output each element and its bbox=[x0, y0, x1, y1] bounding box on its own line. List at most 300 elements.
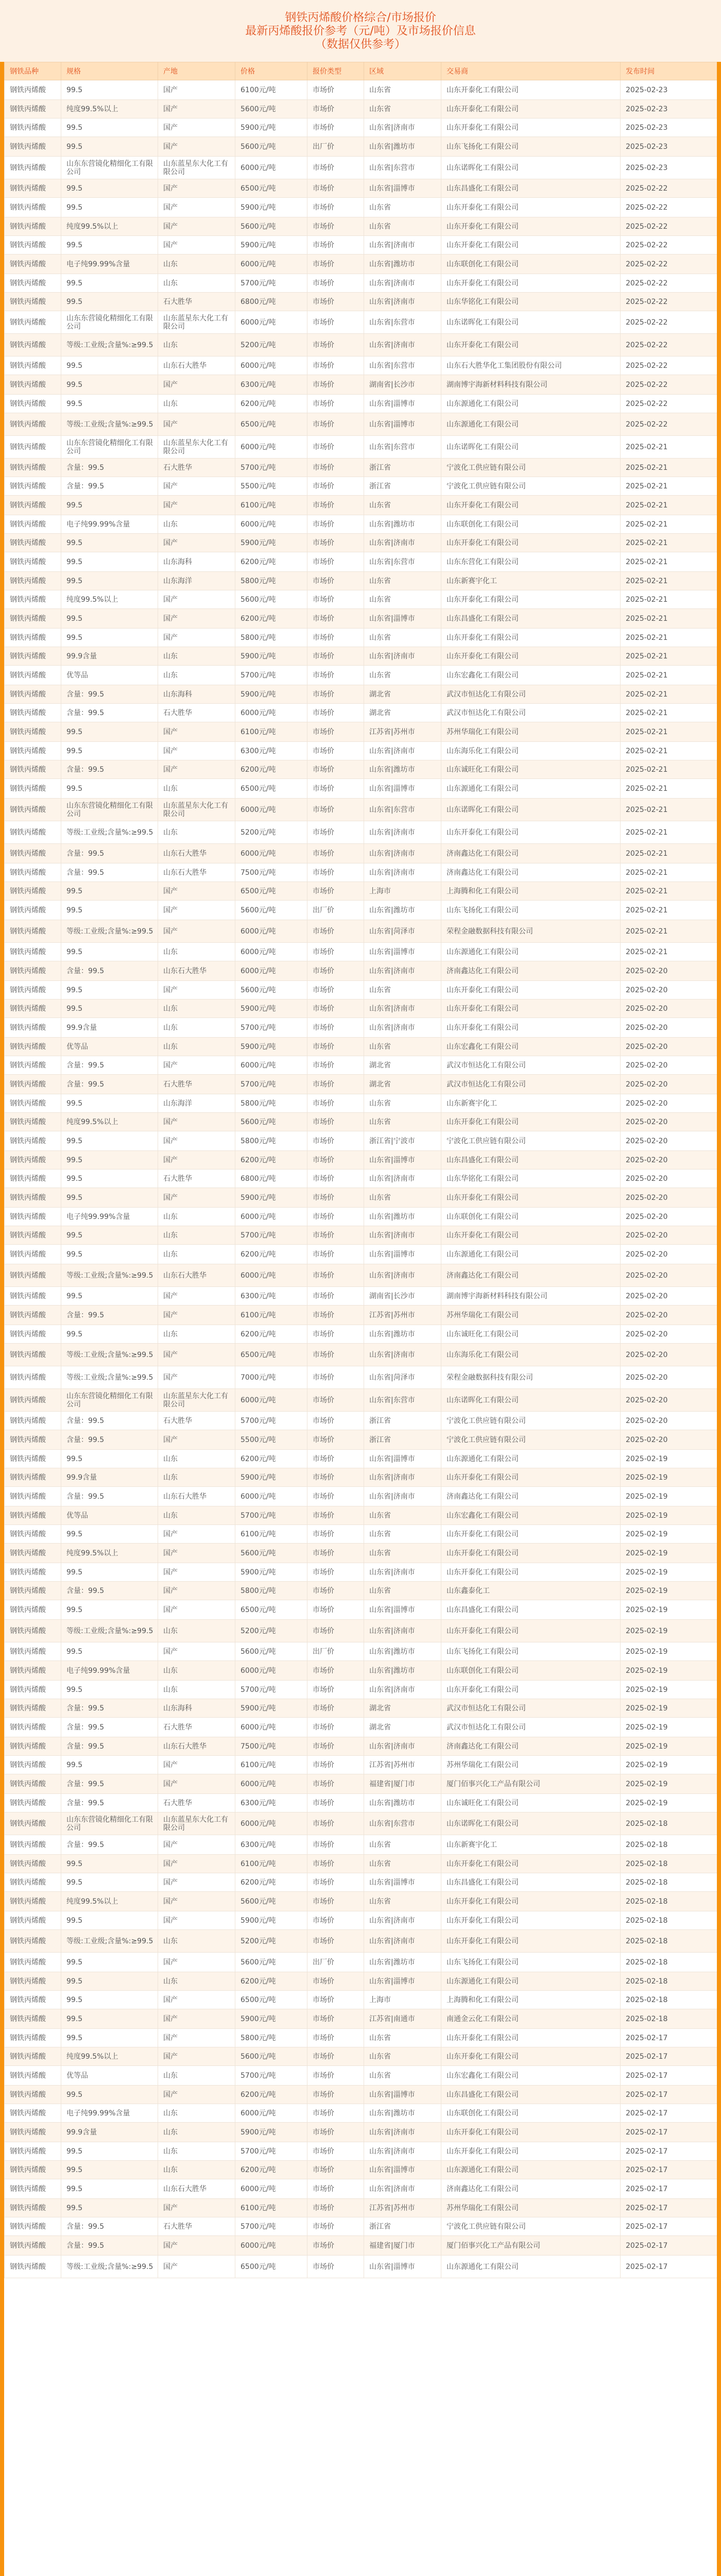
region-cell: 福建省|厦门市 bbox=[364, 2236, 441, 2256]
product-cell: 钢铁丙烯酸 bbox=[5, 1681, 61, 1699]
region-cell: 山东省|淄博市 bbox=[364, 413, 441, 436]
price-cell: 5700元/吨 bbox=[235, 1226, 307, 1245]
origin-cell: 山东 bbox=[158, 395, 235, 413]
origin-cell: 石大胜华 bbox=[158, 1794, 235, 1812]
column-header: 报价类型 bbox=[307, 62, 364, 80]
region-cell: 山东省|济南市 bbox=[364, 961, 441, 981]
product-cell: 钢铁丙烯酸 bbox=[5, 2123, 61, 2142]
region-cell: 山东省|东营市 bbox=[364, 436, 441, 459]
product-cell: 钢铁丙烯酸 bbox=[5, 2256, 61, 2278]
table-row bbox=[5, 2256, 717, 2278]
date-cell: 2025-02-21 bbox=[621, 552, 717, 572]
origin-cell: 山东 bbox=[158, 2123, 235, 2142]
dealer-cell: 山东海乐化工有限公司 bbox=[441, 1344, 621, 1366]
date-cell: 2025-02-20 bbox=[621, 1344, 717, 1366]
region-cell: 山东省 bbox=[364, 572, 441, 590]
price-type-cell: 市场价 bbox=[307, 179, 364, 198]
price-type-cell: 市场价 bbox=[307, 1038, 364, 1056]
region-cell: 山东省|潍坊市 bbox=[364, 2104, 441, 2123]
origin-cell: 国产 bbox=[158, 901, 235, 920]
column-header: 钢铁品种 bbox=[5, 62, 61, 80]
table-row bbox=[5, 534, 717, 552]
region-cell: 浙江省 bbox=[364, 459, 441, 477]
origin-cell: 山东 bbox=[158, 515, 235, 534]
spec-cell: 含量：99.5 bbox=[61, 1718, 158, 1737]
date-cell: 2025-02-19 bbox=[621, 1794, 717, 1812]
price-type-cell: 市场价 bbox=[307, 647, 364, 666]
table-row bbox=[5, 704, 717, 722]
origin-cell: 山东 bbox=[158, 274, 235, 293]
price-type-cell: 市场价 bbox=[307, 1226, 364, 1245]
price-type-cell: 市场价 bbox=[307, 2199, 364, 2217]
origin-cell: 国产 bbox=[158, 1563, 235, 1582]
dealer-cell: 山东昌盛化工有限公司 bbox=[441, 2086, 621, 2104]
product-cell: 钢铁丙烯酸 bbox=[5, 1344, 61, 1366]
price-cell: 5700元/吨 bbox=[235, 274, 307, 293]
date-cell: 2025-02-20 bbox=[621, 1325, 717, 1344]
price-cell: 6100元/吨 bbox=[235, 722, 307, 742]
product-cell: 钢铁丙烯酸 bbox=[5, 821, 61, 844]
origin-cell: 山东 bbox=[158, 1468, 235, 1487]
origin-cell: 国产 bbox=[158, 629, 235, 647]
spec-cell: 99.5 bbox=[61, 534, 158, 552]
table-row bbox=[5, 375, 717, 395]
product-cell: 钢铁丙烯酸 bbox=[5, 515, 61, 534]
origin-cell: 山东 bbox=[158, 2066, 235, 2086]
price-type-cell: 市场价 bbox=[307, 1911, 364, 1930]
origin-cell: 国产 bbox=[158, 609, 235, 629]
price-type-cell: 市场价 bbox=[307, 375, 364, 395]
table-row bbox=[5, 742, 717, 760]
region-cell: 山东省 bbox=[364, 1855, 441, 1873]
spec-cell: 99.5 bbox=[61, 395, 158, 413]
origin-cell: 山东 bbox=[158, 647, 235, 666]
date-cell: 2025-02-19 bbox=[621, 1699, 717, 1718]
product-cell: 钢铁丙烯酸 bbox=[5, 1450, 61, 1468]
price-type-cell: 市场价 bbox=[307, 882, 364, 901]
product-cell: 钢铁丙烯酸 bbox=[5, 1170, 61, 1188]
date-cell: 2025-02-21 bbox=[621, 477, 717, 496]
dealer-cell: 山东源通化工有限公司 bbox=[441, 1450, 621, 1468]
table-row bbox=[5, 1661, 717, 1681]
date-cell: 2025-02-20 bbox=[621, 1226, 717, 1245]
product-cell: 钢铁丙烯酸 bbox=[5, 2161, 61, 2179]
table-row bbox=[5, 100, 717, 118]
date-cell: 2025-02-17 bbox=[621, 2104, 717, 2123]
origin-cell: 山东 bbox=[158, 1506, 235, 1525]
date-cell: 2025-02-18 bbox=[621, 1930, 717, 1953]
date-cell: 2025-02-17 bbox=[621, 2047, 717, 2066]
price-cell: 5500元/吨 bbox=[235, 477, 307, 496]
dealer-cell: 山东开泰化工有限公司 bbox=[441, 1226, 621, 1245]
price-type-cell: 市场价 bbox=[307, 2047, 364, 2066]
region-cell: 山东省 bbox=[364, 496, 441, 515]
origin-cell: 山东 bbox=[158, 255, 235, 274]
price-type-cell: 市场价 bbox=[307, 1075, 364, 1094]
origin-cell: 国产 bbox=[158, 1344, 235, 1366]
dealer-cell: 山东开泰化工有限公司 bbox=[441, 629, 621, 647]
price-cell: 6500元/吨 bbox=[235, 1600, 307, 1620]
origin-cell: 国产 bbox=[158, 2256, 235, 2278]
region-cell: 山东省|济南市 bbox=[364, 334, 441, 357]
date-cell: 2025-02-17 bbox=[621, 2199, 717, 2217]
region-cell: 山东省|济南市 bbox=[364, 236, 441, 255]
price-cell: 5800元/吨 bbox=[235, 572, 307, 590]
origin-cell: 山东 bbox=[158, 779, 235, 799]
price-cell: 5900元/吨 bbox=[235, 647, 307, 666]
region-cell: 山东省|济南市 bbox=[364, 1563, 441, 1582]
dealer-cell: 山东昌盛化工有限公司 bbox=[441, 1600, 621, 1620]
product-cell: 钢铁丙烯酸 bbox=[5, 920, 61, 943]
price-cell: 6200元/吨 bbox=[235, 760, 307, 779]
dealer-cell: 山东昌盛化工有限公司 bbox=[441, 609, 621, 629]
date-cell: 2025-02-20 bbox=[621, 1056, 717, 1075]
table-row bbox=[5, 1930, 717, 1953]
dealer-cell: 武汉市恒达化工有限公司 bbox=[441, 1075, 621, 1094]
price-type-cell: 市场价 bbox=[307, 100, 364, 118]
origin-cell: 国产 bbox=[158, 2236, 235, 2256]
price-cell: 5900元/吨 bbox=[235, 685, 307, 704]
product-cell: 钢铁丙烯酸 bbox=[5, 217, 61, 236]
date-cell: 2025-02-22 bbox=[621, 217, 717, 236]
spec-cell: 99.5 bbox=[61, 1600, 158, 1620]
spec-cell: 等级:工业级;含量%:≥99.5 bbox=[61, 1930, 158, 1953]
table-row bbox=[5, 609, 717, 629]
price-cell: 6500元/吨 bbox=[235, 882, 307, 901]
origin-cell: 国产 bbox=[158, 1892, 235, 1911]
table-row bbox=[5, 1525, 717, 1544]
price-cell: 5600元/吨 bbox=[235, 1113, 307, 1131]
dealer-cell: 山东诺晖化工有限公司 bbox=[441, 311, 621, 334]
price-cell: 6300元/吨 bbox=[235, 375, 307, 395]
product-cell: 钢铁丙烯酸 bbox=[5, 1056, 61, 1075]
spec-cell: 纯度99.5%以上 bbox=[61, 217, 158, 236]
price-cell: 5700元/吨 bbox=[235, 1412, 307, 1430]
price-cell: 5700元/吨 bbox=[235, 2142, 307, 2161]
table-row bbox=[5, 799, 717, 821]
table-row bbox=[5, 2179, 717, 2199]
table-row bbox=[5, 666, 717, 685]
price-cell: 6000元/吨 bbox=[235, 1389, 307, 1412]
price-type-cell: 市场价 bbox=[307, 1208, 364, 1226]
price-type-cell: 市场价 bbox=[307, 1306, 364, 1325]
region-cell: 浙江省 bbox=[364, 1412, 441, 1430]
dealer-cell: 山东开泰化工有限公司 bbox=[441, 80, 621, 100]
product-cell: 钢铁丙烯酸 bbox=[5, 704, 61, 722]
price-cell: 6500元/吨 bbox=[235, 413, 307, 436]
region-cell: 山东省|淄博市 bbox=[364, 2256, 441, 2278]
spec-cell: 99.5 bbox=[61, 496, 158, 515]
origin-cell: 国产 bbox=[158, 882, 235, 901]
table-row bbox=[5, 515, 717, 534]
dealer-cell: 山东开泰化工有限公司 bbox=[441, 2029, 621, 2047]
product-cell: 钢铁丙烯酸 bbox=[5, 1525, 61, 1544]
price-cell: 5700元/吨 bbox=[235, 1075, 307, 1094]
origin-cell: 国产 bbox=[158, 1131, 235, 1151]
dealer-cell: 苏州华瑞化工有限公司 bbox=[441, 722, 621, 742]
region-cell: 山东省|潍坊市 bbox=[364, 1642, 441, 1661]
price-cell: 6100元/吨 bbox=[235, 1525, 307, 1544]
table-row bbox=[5, 2009, 717, 2029]
date-cell: 2025-02-19 bbox=[621, 1718, 717, 1737]
product-cell: 钢铁丙烯酸 bbox=[5, 1642, 61, 1661]
region-cell: 浙江省 bbox=[364, 1430, 441, 1450]
origin-cell: 国产 bbox=[158, 534, 235, 552]
table-row bbox=[5, 2199, 717, 2217]
spec-cell: 含量：99.5 bbox=[61, 760, 158, 779]
date-cell: 2025-02-21 bbox=[621, 882, 717, 901]
date-cell: 2025-02-21 bbox=[621, 515, 717, 534]
price-cell: 5900元/吨 bbox=[235, 236, 307, 255]
region-cell: 山东省 bbox=[364, 1038, 441, 1056]
date-cell: 2025-02-20 bbox=[621, 1208, 717, 1226]
spec-cell: 纯度99.5%以上 bbox=[61, 590, 158, 609]
table-row bbox=[5, 80, 717, 100]
table-row bbox=[5, 1131, 717, 1151]
product-cell: 钢铁丙烯酸 bbox=[5, 1287, 61, 1306]
price-type-cell: 市场价 bbox=[307, 2123, 364, 2142]
price-cell: 6000元/吨 bbox=[235, 1774, 307, 1794]
table-row bbox=[5, 999, 717, 1018]
region-cell: 山东省|济南市 bbox=[364, 1468, 441, 1487]
spec-cell: 含量：99.5 bbox=[61, 477, 158, 496]
region-cell: 湖南省|长沙市 bbox=[364, 375, 441, 395]
price-type-cell: 市场价 bbox=[307, 311, 364, 334]
price-cell: 6500元/吨 bbox=[235, 2256, 307, 2278]
date-cell: 2025-02-18 bbox=[621, 1991, 717, 2009]
spec-cell: 含量：99.5 bbox=[61, 1075, 158, 1094]
table-row bbox=[5, 1245, 717, 1264]
price-cell: 6000元/吨 bbox=[235, 1056, 307, 1075]
price-type-cell: 市场价 bbox=[307, 395, 364, 413]
table-row bbox=[5, 1756, 717, 1774]
product-cell: 钢铁丙烯酸 bbox=[5, 981, 61, 999]
date-cell: 2025-02-20 bbox=[621, 1306, 717, 1325]
price-cell: 6000元/吨 bbox=[235, 704, 307, 722]
product-cell: 钢铁丙烯酸 bbox=[5, 590, 61, 609]
dealer-cell: 山东昌盛化工有限公司 bbox=[441, 179, 621, 198]
origin-cell: 国产 bbox=[158, 1306, 235, 1325]
product-cell: 钢铁丙烯酸 bbox=[5, 1264, 61, 1287]
table-row bbox=[5, 629, 717, 647]
date-cell: 2025-02-21 bbox=[621, 760, 717, 779]
table-row bbox=[5, 1737, 717, 1756]
spec-cell: 99.5 bbox=[61, 2029, 158, 2047]
table-row bbox=[5, 1170, 717, 1188]
table-row bbox=[5, 722, 717, 742]
price-cell: 6200元/吨 bbox=[235, 1972, 307, 1991]
price-type-cell: 市场价 bbox=[307, 1892, 364, 1911]
product-cell: 钢铁丙烯酸 bbox=[5, 2217, 61, 2236]
spec-cell: 含量：99.5 bbox=[61, 1699, 158, 1718]
price-cell: 6000元/吨 bbox=[235, 2179, 307, 2199]
spec-cell: 含量：99.5 bbox=[61, 1306, 158, 1325]
region-cell: 山东省|济南市 bbox=[364, 1487, 441, 1506]
table-row bbox=[5, 1366, 717, 1389]
origin-cell: 山东 bbox=[158, 666, 235, 685]
dealer-cell: 山东宏鑫化工有限公司 bbox=[441, 666, 621, 685]
dealer-cell: 苏州华瑞化工有限公司 bbox=[441, 1756, 621, 1774]
dealer-cell: 山东石大胜华化工集团股份有限公司 bbox=[441, 357, 621, 375]
date-cell: 2025-02-20 bbox=[621, 1245, 717, 1264]
region-cell: 山东省|济南市 bbox=[364, 2123, 441, 2142]
origin-cell: 国产 bbox=[158, 722, 235, 742]
spec-cell: 99.5 bbox=[61, 2179, 158, 2199]
spec-cell: 优等品 bbox=[61, 2066, 158, 2086]
origin-cell: 山东 bbox=[158, 821, 235, 844]
region-cell: 山东省|济南市 bbox=[364, 534, 441, 552]
product-cell: 钢铁丙烯酸 bbox=[5, 2142, 61, 2161]
region-cell: 山东省|济南市 bbox=[364, 1226, 441, 1245]
dealer-cell: 山东开泰化工有限公司 bbox=[441, 100, 621, 118]
date-cell: 2025-02-19 bbox=[621, 1661, 717, 1681]
date-cell: 2025-02-20 bbox=[621, 981, 717, 999]
date-cell: 2025-02-17 bbox=[621, 2066, 717, 2086]
origin-cell: 国产 bbox=[158, 1756, 235, 1774]
price-cell: 5700元/吨 bbox=[235, 1506, 307, 1525]
price-type-cell: 市场价 bbox=[307, 1620, 364, 1642]
product-cell: 钢铁丙烯酸 bbox=[5, 1075, 61, 1094]
column-header: 交易商 bbox=[441, 62, 621, 80]
price-type-cell: 市场价 bbox=[307, 1325, 364, 1344]
dealer-cell: 山东开泰化工有限公司 bbox=[441, 647, 621, 666]
product-cell: 钢铁丙烯酸 bbox=[5, 1563, 61, 1582]
price-type-cell: 市场价 bbox=[307, 293, 364, 311]
column-header: 价格 bbox=[235, 62, 307, 80]
table-row bbox=[5, 1344, 717, 1366]
table-row bbox=[5, 2104, 717, 2123]
price-type-cell: 市场价 bbox=[307, 236, 364, 255]
price-cell: 6800元/吨 bbox=[235, 1170, 307, 1188]
dealer-cell: 苏州华瑞化工有限公司 bbox=[441, 2199, 621, 2217]
origin-cell: 山东 bbox=[158, 1620, 235, 1642]
price-cell: 5600元/吨 bbox=[235, 2047, 307, 2066]
spec-cell: 99.5 bbox=[61, 1991, 158, 2009]
dealer-cell: 济南鑫达化工有限公司 bbox=[441, 961, 621, 981]
origin-cell: 国产 bbox=[158, 590, 235, 609]
origin-cell: 石大胜华 bbox=[158, 704, 235, 722]
price-type-cell: 市场价 bbox=[307, 1972, 364, 1991]
price-type-cell: 市场价 bbox=[307, 1600, 364, 1620]
price-type-cell: 市场价 bbox=[307, 80, 364, 100]
origin-cell: 国产 bbox=[158, 1525, 235, 1544]
price-cell: 5200元/吨 bbox=[235, 1930, 307, 1953]
price-cell: 6000元/吨 bbox=[235, 1208, 307, 1226]
dealer-cell: 济南鑫达化工有限公司 bbox=[441, 2179, 621, 2199]
origin-cell: 山东 bbox=[158, 1325, 235, 1344]
product-cell: 钢铁丙烯酸 bbox=[5, 1018, 61, 1038]
date-cell: 2025-02-19 bbox=[621, 1544, 717, 1563]
region-cell: 山东省|济南市 bbox=[364, 821, 441, 844]
product-cell: 钢铁丙烯酸 bbox=[5, 2199, 61, 2217]
region-cell: 浙江省 bbox=[364, 2217, 441, 2236]
product-cell: 钢铁丙烯酸 bbox=[5, 1487, 61, 1506]
origin-cell: 国产 bbox=[158, 477, 235, 496]
table-row bbox=[5, 179, 717, 198]
date-cell: 2025-02-20 bbox=[621, 1412, 717, 1430]
spec-cell: 99.5 bbox=[61, 1450, 158, 1468]
spec-cell: 含量：99.5 bbox=[61, 1794, 158, 1812]
region-cell: 山东省|东营市 bbox=[364, 1812, 441, 1835]
price-cell: 6000元/吨 bbox=[235, 943, 307, 961]
dealer-cell: 湖南博宇海新材料科技有限公司 bbox=[441, 375, 621, 395]
product-cell: 钢铁丙烯酸 bbox=[5, 1188, 61, 1208]
table-row bbox=[5, 1873, 717, 1892]
product-cell: 钢铁丙烯酸 bbox=[5, 1468, 61, 1487]
origin-cell: 山东 bbox=[158, 1245, 235, 1264]
dealer-cell: 济南鑫达化工有限公司 bbox=[441, 1487, 621, 1506]
price-type-cell: 市场价 bbox=[307, 1056, 364, 1075]
spec-cell: 99.5 bbox=[61, 779, 158, 799]
spec-cell: 含量：99.5 bbox=[61, 1835, 158, 1855]
region-cell: 山东省 bbox=[364, 1582, 441, 1600]
price-type-cell: 出厂价 bbox=[307, 137, 364, 157]
page-header bbox=[0, 0, 721, 62]
table-row bbox=[5, 413, 717, 436]
date-cell: 2025-02-21 bbox=[621, 821, 717, 844]
price-type-cell: 市场价 bbox=[307, 1344, 364, 1366]
region-cell: 山东省|淄博市 bbox=[364, 179, 441, 198]
product-cell: 钢铁丙烯酸 bbox=[5, 742, 61, 760]
price-cell: 5900元/吨 bbox=[235, 1038, 307, 1056]
price-cell: 5800元/吨 bbox=[235, 1131, 307, 1151]
region-cell: 浙江省 bbox=[364, 477, 441, 496]
product-cell: 钢铁丙烯酸 bbox=[5, 1699, 61, 1718]
table-body bbox=[5, 80, 717, 2278]
price-cell: 6100元/吨 bbox=[235, 1756, 307, 1774]
region-cell: 江苏省|苏州市 bbox=[364, 722, 441, 742]
product-cell: 钢铁丙烯酸 bbox=[5, 179, 61, 198]
price-type-cell: 市场价 bbox=[307, 999, 364, 1018]
price-cell: 5600元/吨 bbox=[235, 100, 307, 118]
origin-cell: 国产 bbox=[158, 236, 235, 255]
table-row bbox=[5, 2029, 717, 2047]
price-table bbox=[4, 62, 717, 2278]
region-cell: 山东省|东营市 bbox=[364, 311, 441, 334]
price-type-cell: 市场价 bbox=[307, 961, 364, 981]
spec-cell: 99.5 bbox=[61, 742, 158, 760]
dealer-cell: 山东新赛宇化工 bbox=[441, 1094, 621, 1113]
product-cell: 钢铁丙烯酸 bbox=[5, 901, 61, 920]
price-cell: 6200元/吨 bbox=[235, 552, 307, 572]
spec-cell: 99.5 bbox=[61, 1226, 158, 1245]
price-type-cell: 市场价 bbox=[307, 2029, 364, 2047]
product-cell: 钢铁丙烯酸 bbox=[5, 1661, 61, 1681]
date-cell: 2025-02-20 bbox=[621, 1366, 717, 1389]
dealer-cell: 山东开泰化工有限公司 bbox=[441, 1188, 621, 1208]
region-cell: 山东省|潍坊市 bbox=[364, 1661, 441, 1681]
region-cell: 福建省|厦门市 bbox=[364, 1774, 441, 1794]
spec-cell: 99.5 bbox=[61, 2142, 158, 2161]
origin-cell: 国产 bbox=[158, 2199, 235, 2217]
product-cell: 钢铁丙烯酸 bbox=[5, 863, 61, 882]
origin-cell: 山东海洋 bbox=[158, 572, 235, 590]
dealer-cell: 山东开泰化工有限公司 bbox=[441, 118, 621, 137]
product-cell: 钢铁丙烯酸 bbox=[5, 685, 61, 704]
date-cell: 2025-02-17 bbox=[621, 2161, 717, 2179]
dealer-cell: 武汉市恒达化工有限公司 bbox=[441, 1718, 621, 1737]
dealer-cell: 济南鑫达化工有限公司 bbox=[441, 863, 621, 882]
date-cell: 2025-02-19 bbox=[621, 1525, 717, 1544]
dealer-cell: 山东源通化工有限公司 bbox=[441, 395, 621, 413]
dealer-cell: 山东源通化工有限公司 bbox=[441, 413, 621, 436]
price-type-cell: 市场价 bbox=[307, 1794, 364, 1812]
price-type-cell: 市场价 bbox=[307, 1188, 364, 1208]
product-cell: 钢铁丙烯酸 bbox=[5, 436, 61, 459]
region-cell: 山东省|淄博市 bbox=[364, 395, 441, 413]
spec-cell: 99.5 bbox=[61, 293, 158, 311]
spec-cell: 99.5 bbox=[61, 1188, 158, 1208]
